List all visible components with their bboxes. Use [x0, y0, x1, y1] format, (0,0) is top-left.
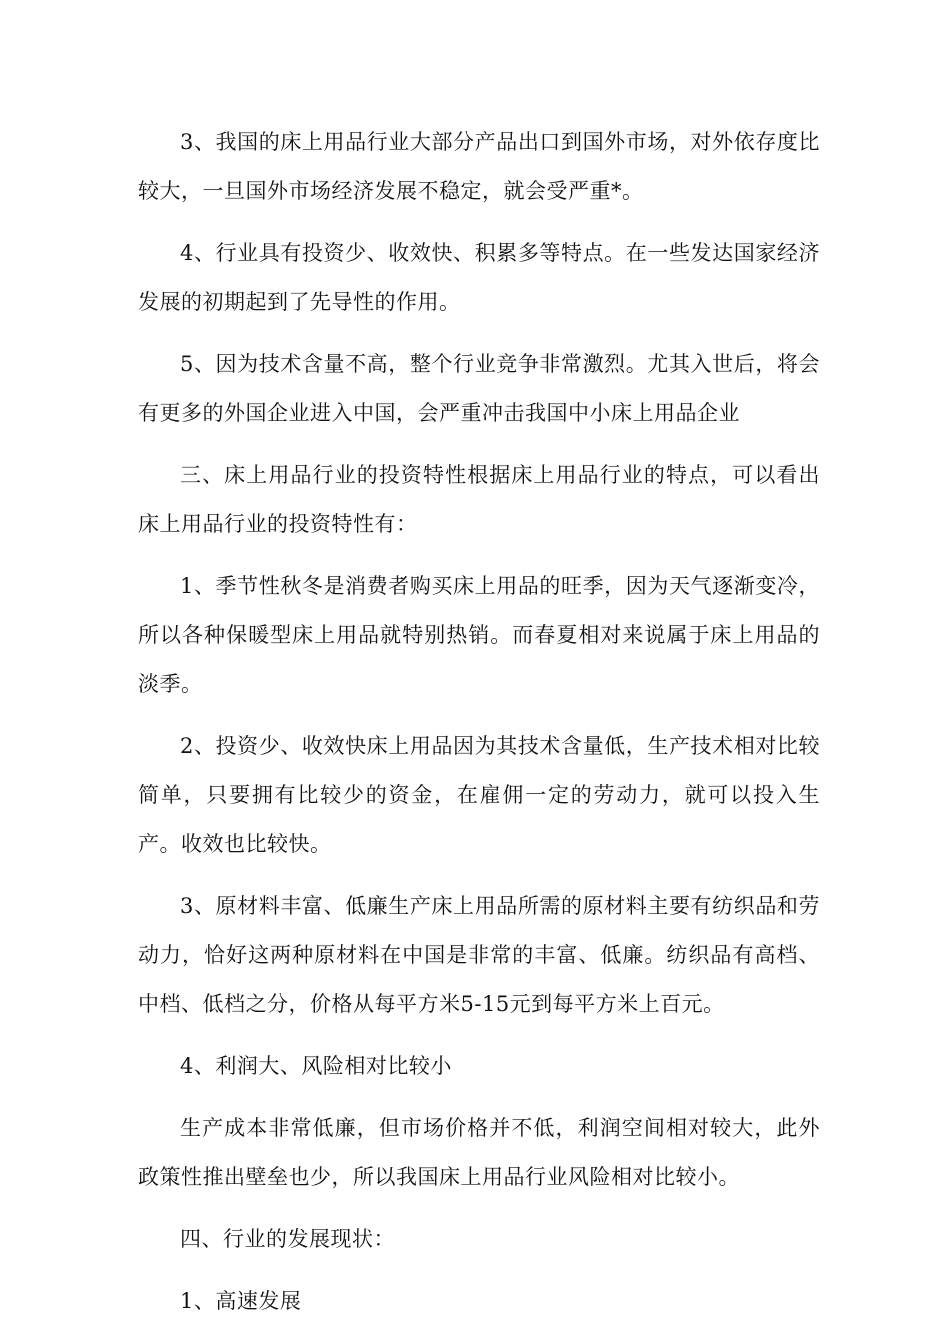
paragraph-low-investment: 2、投资少、收效快床上用品因为其技术含量低，生产技术相对比较简单，只要拥有比较少的资金，在雇佣一定的劳动力，就可以投入生产。收效也比较快。 [138, 734, 820, 856]
document-body [138, 118, 820, 1339]
paragraph-export-dependence: 3、我国的床上用品行业大部分产品出口到国外市场，对外依存度比较大，一旦国外市场经济发展不稳定，就会受严重*。 [138, 130, 820, 203]
subheading-profit-risk: 4、利润大、风险相对比较小 [180, 1054, 452, 1078]
paragraph-investment-features: 4、行业具有投资少、收效快、积累多等特点。在一些发达国家经济发展的初期起到了先导性的作用。 [138, 241, 820, 314]
section-heading-investment-traits: 三、床上用品行业的投资特性根据床上用品行业的特点，可以看出床上用品行业的投资特性有： [138, 463, 820, 536]
paragraph-raw-materials: 3、原材料丰富、低廉生产床上用品所需的原材料主要有纺织品和劳动力，恰好这两种原材料在中国是非常的丰富、低廉。纺织品有高档、中档、低档之分，价格从每平方米5-15元到每平方米上百元。 [138, 894, 820, 1016]
section-heading-development-status: 四、行业的发展现状： [180, 1227, 395, 1251]
subheading-rapid-development: 1、高速发展 [180, 1289, 302, 1313]
paragraph-low-cost: 生产成本非常低廉，但市场价格并不低，利润空间相对较大，此外政策性推出壁垒也少，所以我国床上用品行业风险相对比较小。 [138, 1116, 820, 1189]
paragraph-seasonality: 1、季节性秋冬是消费者购买床上用品的旺季，因为天气逐渐变冷，所以各种保暖型床上用品就特别热销。而春夏相对来说属于床上用品的淡季。 [138, 574, 820, 696]
paragraph-competition: 5、因为技术含量不高，整个行业竞争非常激烈。尤其入世后，将会有更多的外国企业进入中国，会严重冲击我国中小床上用品企业 [138, 352, 820, 425]
